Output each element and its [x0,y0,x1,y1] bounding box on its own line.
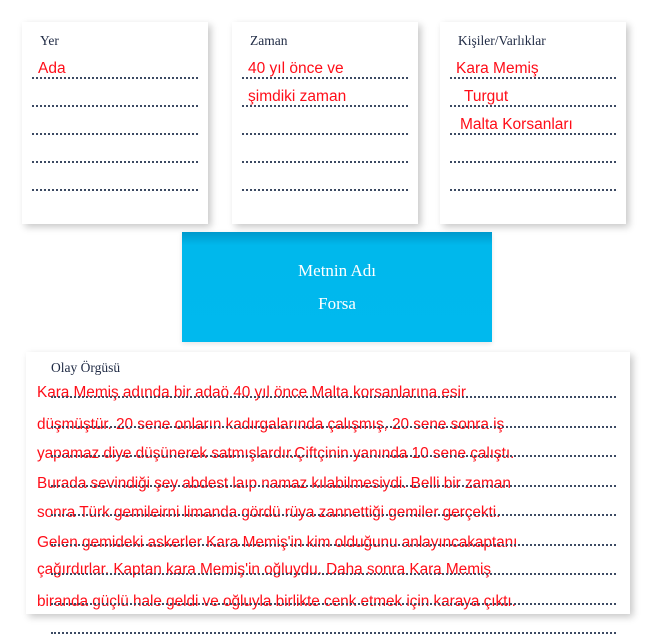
card-time-lines [242,57,408,197]
write-line[interactable] [37,524,618,554]
write-line[interactable] [242,85,408,113]
write-line-text: Ada [32,61,198,77]
dotted-rule [242,105,408,107]
dotted-rule [32,105,198,107]
card-place [22,22,208,224]
dotted-rule [450,161,616,163]
dotted-rule [32,77,198,79]
dotted-rule [51,514,616,516]
write-line-text: yapamaz diye düşünerek satmışlardır.Çiftçinin yanında 10 sene çalıştı. [37,446,618,462]
card-plot-heading: Olay Örgüsü [51,361,618,375]
dotted-rule [32,161,198,163]
write-line-text: sonra Türk gemileirni limanda gördü rüya zannettiği gemiler gerçekti. [37,505,618,521]
card-time-heading: Zaman [250,34,408,48]
write-line-text: Gelen gemideki askerler Kara Memiş'in kim olduğunu anlayıncakaptanı [37,535,618,551]
dotted-rule [450,189,616,191]
write-line[interactable] [37,613,618,642]
write-line[interactable] [242,113,408,141]
card-place-lines [32,57,198,197]
write-line-text: Turgut [450,89,616,105]
card-characters [440,22,626,224]
write-line[interactable] [37,377,618,407]
write-line-text: 40 yıl önce ve [242,61,408,77]
dotted-rule [242,77,408,79]
write-line[interactable] [450,169,616,197]
dotted-rule [51,396,616,398]
write-line[interactable] [37,554,618,584]
dotted-rule [32,133,198,135]
write-line[interactable] [450,57,616,85]
dotted-rule [242,189,408,191]
write-line[interactable] [450,113,616,141]
write-line-text: düşmüştür. 20 sene onların kadırgalarında çalışmış, 20 sene sonra iş [37,417,618,433]
dotted-rule [450,133,616,135]
write-line-text: şimdiki zaman [242,89,408,105]
write-line[interactable] [37,495,618,525]
card-plot-lines [37,377,618,642]
dotted-rule [450,77,616,79]
text-title-value: Forsa [318,295,356,312]
write-line-text: Kara Memiş adında bir adaö 40 yıl önce Malta korsanlarına esir [37,385,618,401]
dotted-rule [51,426,616,428]
write-line[interactable] [450,141,616,169]
dotted-rule [51,573,616,575]
write-line-text: Malta Korsanları [450,117,616,133]
write-line[interactable] [37,436,618,466]
write-line[interactable] [32,141,198,169]
dotted-rule [51,455,616,457]
write-line[interactable] [37,583,618,613]
write-line-text: Kara Memiş [450,61,616,77]
dotted-rule [51,485,616,487]
write-line[interactable] [242,57,408,85]
write-line[interactable] [37,465,618,495]
write-line[interactable] [32,85,198,113]
card-place-heading: Yer [40,34,198,48]
write-line[interactable] [450,85,616,113]
dotted-rule [242,133,408,135]
dotted-rule [242,161,408,163]
write-line[interactable] [242,141,408,169]
write-line-text: Burada sevindiği şey abdest laıp namaz kılabilmesiydi. Belli bir zaman [37,476,618,492]
text-title-label: Metnin Adı [298,262,376,279]
write-line[interactable] [37,406,618,436]
write-line[interactable] [32,113,198,141]
dotted-rule [32,189,198,191]
dotted-rule [51,632,616,634]
write-line[interactable] [32,57,198,85]
card-characters-heading: Kişiler/Varlıklar [458,34,616,48]
write-line-text: biranda güçlü hale geldi ve oğluyla birlikte cenk etmek için karaya çıktı. [37,594,618,610]
card-characters-lines [450,57,616,197]
dotted-rule [51,603,616,605]
write-line[interactable] [242,169,408,197]
write-line-text: çağırdırlar. Kaptan kara Memiş'in oğluydu. Daha sonra Kara Memiş [37,562,618,578]
dotted-rule [51,544,616,546]
card-time [232,22,418,224]
card-plot [26,352,630,614]
text-title-block [182,232,492,342]
dotted-rule [450,105,616,107]
write-line[interactable] [32,169,198,197]
